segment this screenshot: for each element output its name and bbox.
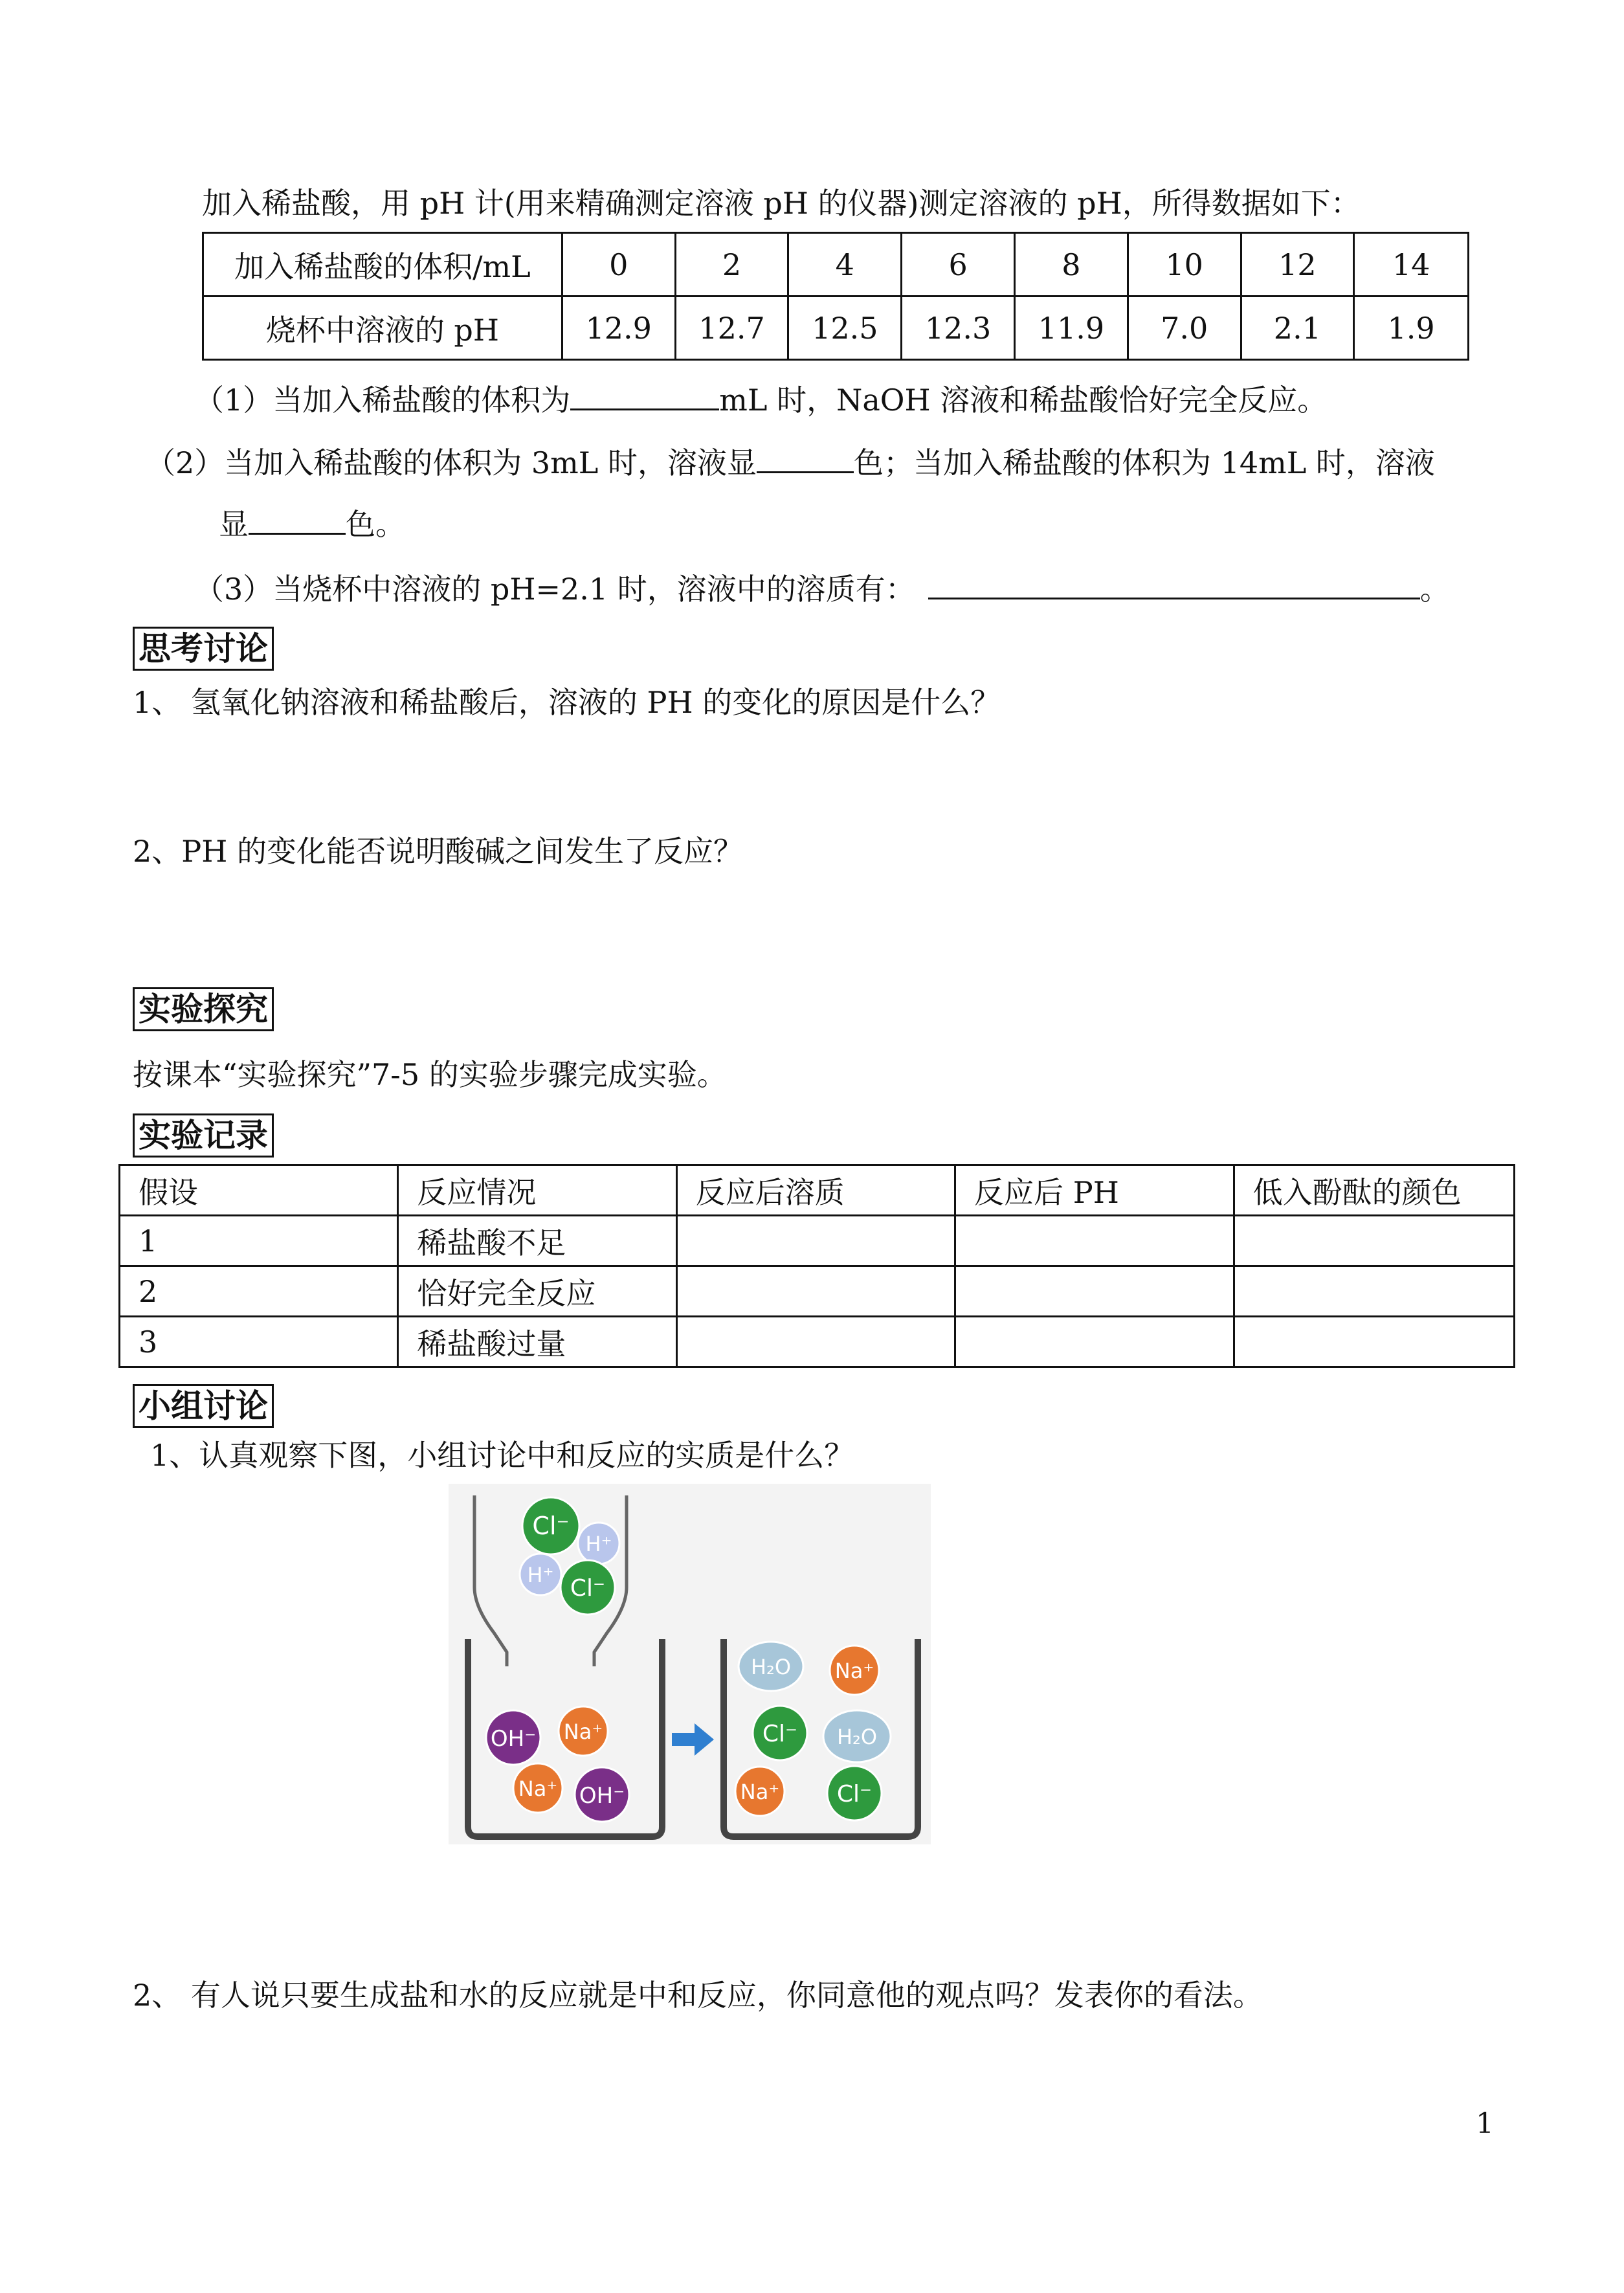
- answer-blank[interactable]: [249, 507, 346, 535]
- page-number: 1: [1476, 2107, 1494, 2140]
- neutralization-diagram: [449, 1484, 931, 1844]
- table-row: [120, 1216, 1515, 1266]
- ion-label: Na⁺: [563, 1719, 603, 1744]
- volume-cell: 10: [1128, 233, 1241, 296]
- ion-cl-funnel-2: [561, 1560, 615, 1615]
- ion-label: Cl⁻: [532, 1512, 570, 1540]
- experiment-text: 按课本“实验探究”7-5 的实验步骤完成实验。: [133, 1057, 727, 1092]
- volume-cell: 12: [1241, 233, 1354, 296]
- ion-label: Na⁺: [518, 1776, 558, 1801]
- record-cell[interactable]: [676, 1266, 955, 1317]
- ion-na-left-1: [559, 1706, 608, 1756]
- record-cell[interactable]: [955, 1317, 1234, 1367]
- question-3-text: （3）当烧杯中溶液的 pH=2.1 时，溶液中的溶质有：: [194, 572, 915, 607]
- record-cell[interactable]: [1234, 1317, 1514, 1367]
- ion-cl-right-2: [827, 1766, 882, 1820]
- ph-cell: 2.1: [1241, 296, 1354, 360]
- record-cell: 稀盐酸不足: [398, 1216, 676, 1266]
- ph-row-label: 烧杯中溶液的 pH: [203, 296, 562, 360]
- ph-cell: 11.9: [1015, 296, 1128, 360]
- record-header-cell: 反应情况: [398, 1165, 676, 1216]
- section-record-header: 实验记录: [133, 1113, 274, 1158]
- record-cell[interactable]: [955, 1216, 1234, 1266]
- volume-cell: 2: [675, 233, 788, 296]
- ion-cl-funnel-1: [522, 1497, 579, 1554]
- volume-cell: 14: [1354, 233, 1469, 296]
- ion-label: Cl⁻: [570, 1575, 606, 1602]
- ion-label: Na⁺: [834, 1659, 874, 1683]
- question-2-text: （2）当加入稀盐酸的体积为 3mL 时，溶液显: [146, 445, 757, 480]
- ion-label: OH⁻: [490, 1726, 537, 1752]
- record-cell[interactable]: [676, 1216, 955, 1266]
- question-2-line-1: [146, 443, 1435, 482]
- ph-cell: 12.5: [788, 296, 902, 360]
- ion-label: H₂O: [750, 1655, 792, 1679]
- ion-h-funnel-1: [578, 1523, 619, 1564]
- answer-blank[interactable]: [928, 572, 1420, 599]
- question-2-text-mid: 色；当加入稀盐酸的体积为 14mL 时，溶液: [853, 445, 1435, 480]
- ph-data-table: [202, 232, 1469, 361]
- ion-oh-left-1: [486, 1710, 540, 1765]
- record-cell: 稀盐酸过量: [398, 1317, 676, 1367]
- record-cell: 恰好完全反应: [398, 1266, 676, 1317]
- ion-label: H⁺: [585, 1532, 612, 1556]
- group-question-2: 2、 有人说只要生成盐和水的反应就是中和反应，你同意他的观点吗？发表你的看法。: [133, 1978, 1263, 2013]
- ph-cell: 1.9: [1354, 296, 1469, 360]
- record-header-cell: 低入酚酞的颜色: [1234, 1165, 1514, 1216]
- ion-label: Cl⁻: [836, 1781, 873, 1807]
- table-row: [120, 1317, 1515, 1367]
- volume-row: [203, 233, 1469, 296]
- volume-cell: 0: [562, 233, 675, 296]
- ion-label: H⁺: [527, 1563, 554, 1587]
- ph-cell: 12.3: [902, 296, 1015, 360]
- ion-label: OH⁻: [579, 1783, 625, 1809]
- record-cell: 2: [120, 1266, 398, 1317]
- ph-cell: 12.7: [675, 296, 788, 360]
- section-group-header: 小组讨论: [133, 1384, 274, 1428]
- ph-cell: 12.9: [562, 296, 675, 360]
- ion-na-right-1: [830, 1646, 879, 1695]
- molecule-h2o-right-1: [739, 1642, 803, 1691]
- question-2-text-end: 色。: [346, 507, 405, 542]
- record-cell: 1: [120, 1216, 398, 1266]
- record-header-cell: 假设: [120, 1165, 398, 1216]
- ion-label: Cl⁻: [762, 1721, 798, 1747]
- record-cell[interactable]: [676, 1317, 955, 1367]
- record-cell: 3: [120, 1317, 398, 1367]
- table-row: [120, 1266, 1515, 1317]
- ion-cl-right-1: [753, 1706, 807, 1760]
- record-cell[interactable]: [1234, 1216, 1514, 1266]
- ion-label: Na⁺: [740, 1780, 780, 1804]
- volume-cell: 8: [1015, 233, 1128, 296]
- question-3-text-end: 。: [1419, 572, 1450, 607]
- ion-na-left-2: [513, 1763, 562, 1813]
- think-question-1: 1、 氢氧化钠溶液和稀盐酸后，溶液的 PH 的变化的原因是什么？: [133, 685, 1001, 720]
- record-header-cell: 反应后溶质: [676, 1165, 955, 1216]
- ion-h-funnel-2: [520, 1554, 561, 1595]
- section-experiment-header: 实验探究: [133, 987, 274, 1031]
- molecule-h2o-right-2: [823, 1710, 891, 1762]
- answer-blank[interactable]: [757, 445, 854, 473]
- ph-row: [203, 296, 1469, 360]
- record-cell[interactable]: [1234, 1266, 1514, 1317]
- volume-cell: 4: [788, 233, 902, 296]
- question-1: [194, 381, 1327, 419]
- ion-label: H₂O: [836, 1725, 878, 1749]
- question-1-text-end: mL 时，NaOH 溶液和稀盐酸恰好完全反应。: [719, 383, 1328, 418]
- intro-text: 加入稀盐酸，用 pH 计(用来精确测定溶液 pH 的仪器)测定溶液的 pH，所得数据如下：: [202, 186, 1361, 221]
- record-table: [118, 1164, 1515, 1368]
- ion-na-right-2: [735, 1767, 784, 1816]
- answer-blank[interactable]: [570, 383, 719, 410]
- question-2-line-2: [219, 505, 405, 544]
- record-cell[interactable]: [955, 1266, 1234, 1317]
- question-1-text: （1）当加入稀盐酸的体积为: [194, 383, 571, 418]
- question-2-text-line2: 显: [219, 507, 249, 542]
- volume-row-label: 加入稀盐酸的体积/mL: [203, 233, 562, 296]
- section-think-header: 思考讨论: [133, 627, 274, 671]
- think-question-2: 2、PH 的变化能否说明酸碱之间发生了反应？: [133, 834, 743, 869]
- ion-oh-left-2: [575, 1767, 629, 1822]
- record-header-cell: 反应后 PH: [955, 1165, 1234, 1216]
- record-header-row: [120, 1165, 1515, 1216]
- question-3: [194, 570, 1450, 609]
- group-question-1: 1、认真观察下图，小组讨论中和反应的实质是什么？: [150, 1438, 854, 1473]
- volume-cell: 6: [902, 233, 1015, 296]
- ph-cell: 7.0: [1128, 296, 1241, 360]
